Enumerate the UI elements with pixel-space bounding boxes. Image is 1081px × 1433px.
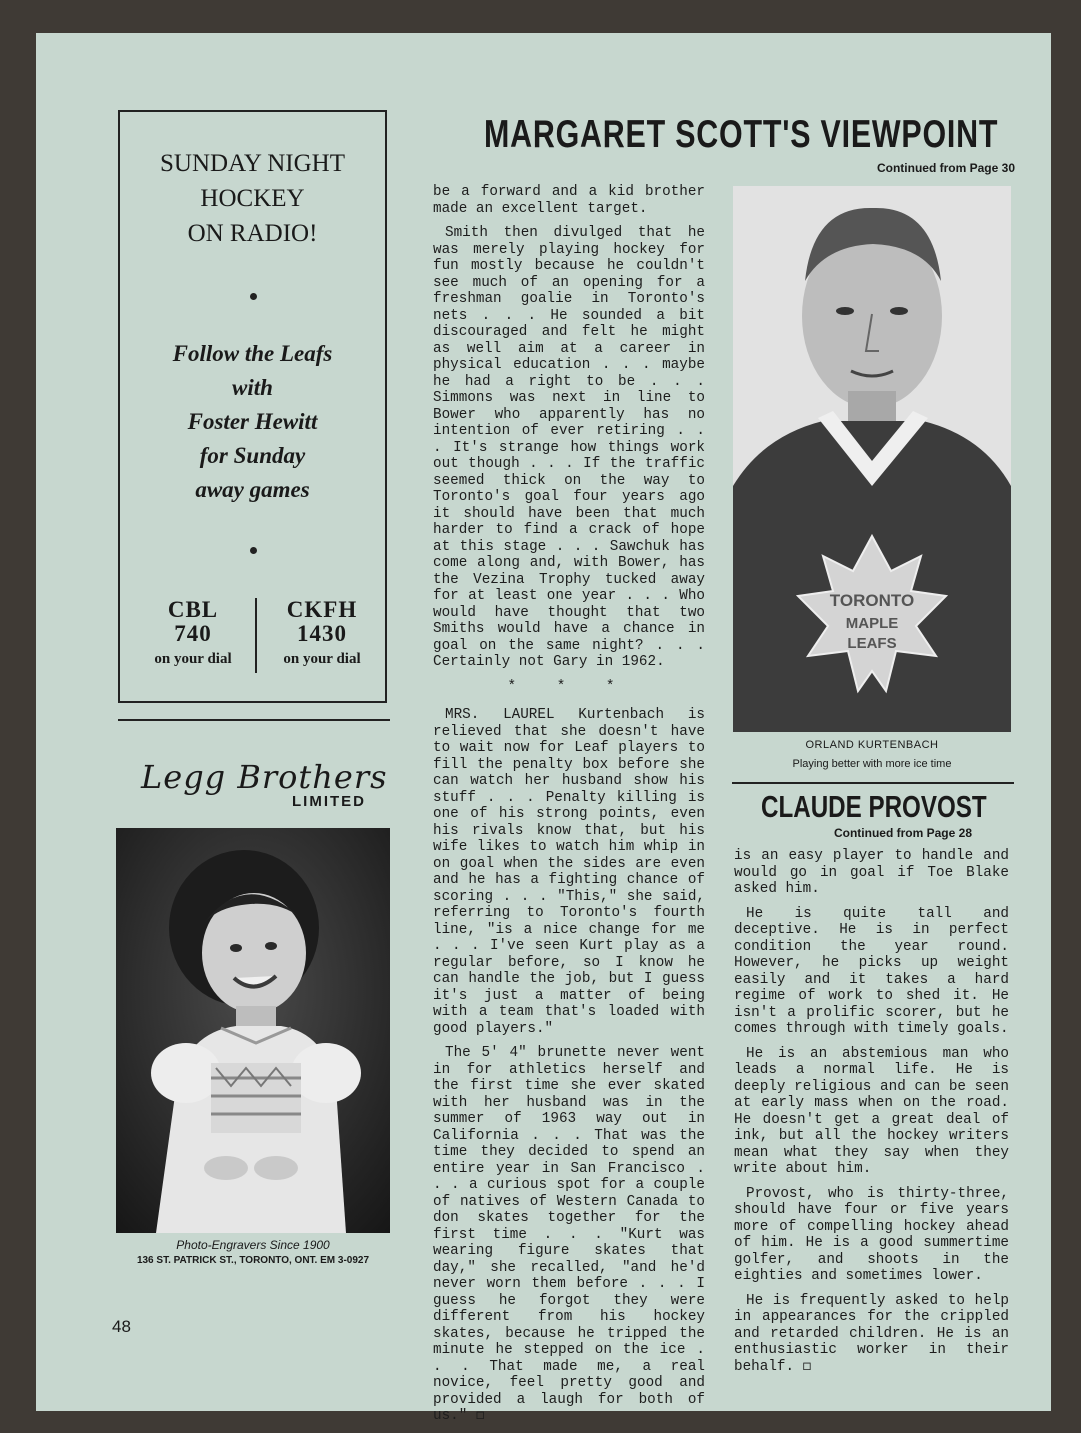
bullet-dot [250,547,257,554]
continued-note: Continued from Page 28 [833,826,972,840]
page-number: 48 [112,1317,131,1336]
station-freq-cbl: 740 [174,621,212,646]
photo-caption-sub: Playing better with more ice time [792,758,952,770]
child-photo [116,828,390,1233]
ad-promo-line: Follow the Leafs [172,341,333,366]
bullet-dot [250,293,257,300]
sponsor-logo: Legg Brothers [141,758,388,796]
sidebar-paragraph: He is an abstemious man who leads a normal life. He is deeply religious and can be seen at early mass when on the road. He doesn't get a great deal of ink, but all the hockey writers mean what they say when they write about him. [734,1045,1009,1177]
divider-rule [118,719,390,721]
article-paragraph: MRS. LAUREL Kurtenbach is relieved that she doesn't have to wait now for Leaf players to fill the penalty box before she can watch her husband show his stuff . . . Penalty killing is one of his strong points, even his rivals know that, but his wife likes to watch him whip in on goal when the sides are even and he has a fighting chance of scoring . . . "This," she said, referring to Toronto's fourth line, "is a nice change for me . . . I've seen Kurt play as a regular before, so I know he can handle the job, but I guess it's just a matter of being with a team that's loaded with good players." [433,707,705,1037]
station-freq-ckfh: 1430 [297,621,347,646]
jersey-text: TORONTO [829,591,915,610]
jersey-text: MAPLE [845,615,899,632]
divider-rule [732,782,1014,784]
sponsor-suffix: LIMITED [292,793,366,810]
photo-caption-name: ORLAND KURTENBACH [805,739,939,751]
ad-promo-line: away games [195,477,310,502]
magazine-page [36,33,1051,1424]
sponsor-address: 136 ST. PATRICK ST., TORONTO, ONT. EM 3-0927 [136,1255,370,1266]
sidebar-paragraph: He is quite tall and deceptive. He is in perfect condition the year round. However, he picks up weight easily and it takes a hard regime of work to shed it. He isn't a prolific scorer, but he comes through with timely goals. [734,905,1009,1037]
article-headline: MARGARET SCOTT'S VIEWPOINT [484,113,999,156]
sidebar-headline: CLAUDE PROVOST [761,789,987,824]
section-separator: * * * [507,678,631,695]
ad-promo-line: Foster Hewitt [187,409,318,434]
ad-headline-line2: HOCKEY [200,185,305,212]
article-column [433,184,705,1433]
sidebar-paragraph: He is frequently asked to help in appearances for the crippled and retarded children. He is an enthusiastic worker in their behalf. ◻ [734,1292,1009,1375]
continued-note: Continued from Page 30 [876,161,1015,175]
article-paragraph: The 5' 4" brunette never went in for athletics herself and the first time she ever skated with her husband was in the summer of 1963 way out in California . . . That was the time they decided to spend an entire year in San Francisco . . . a curious spot for a couple of natives of Western Canada to don skates together for the first time . . . "Kurt was wearing figure skates that day," she recalled, "and he'd never worn them before . . . I guess he forgot they were different from his hockey skates, because he tripped the minute he stepped on the ice . . . That made me, a real novice, feel pretty good and provided a laugh for both of us." ◻ [433,1045,705,1424]
ad-promo-line: with [232,375,273,400]
article-paragraph: Smith then divulged that he was merely playing hockey for fun mostly because he couldn't see much of an opening for a freshman goalie in Toronto's nets . . . He sounded a bit discouraged and felt he might as well aim at a career in physical education . . . maybe he had a right to be . . . Simmons was next in line to Bower who apparently has no intention of ever retiring . . . It's strange how things work out though . . . If the traffic seemed thick on the way to Toronto's goal four years ago it should have been that much harder to find a crack of hope at this stage . . . Sawchuk has come along and, with Bower, has the Vezina Trophy tucked away for at least one year . . . Who would have thought that two Smiths would have a chance in goal on the same night? . . . Certainly not Gary in 1962. [433,225,705,670]
ad-headline-line3: ON RADIO! [187,220,318,247]
radio-ad-box [118,110,387,703]
article-paragraph: be a forward and a kid brother made an excellent target. [433,184,705,217]
photo-credit: Photo-Engravers Since 1900 [176,1238,330,1252]
station-dial-cbl: on your dial [154,651,232,667]
sidebar-column [734,848,1009,1383]
sidebar-paragraph: is an easy player to handle and would go in goal if Toe Blake asked him. [734,848,1009,897]
sidebar-paragraph: Provost, who is thirty-three, should have four or five years more of compelling hockey ahead of him. He is a good summertime golfer, and shoots in the eighties and sometimes lower. [734,1185,1009,1284]
player-photo [733,186,1011,732]
station-dial-ckfh: on your dial [283,651,361,667]
ad-headline-line1: SUNDAY NIGHT [160,150,345,177]
station-call-ckfh: CKFH [286,597,358,622]
station-call-cbl: CBL [167,597,219,622]
ad-promo-line: for Sunday [199,443,306,468]
jersey-text: LEAFS [847,635,897,652]
